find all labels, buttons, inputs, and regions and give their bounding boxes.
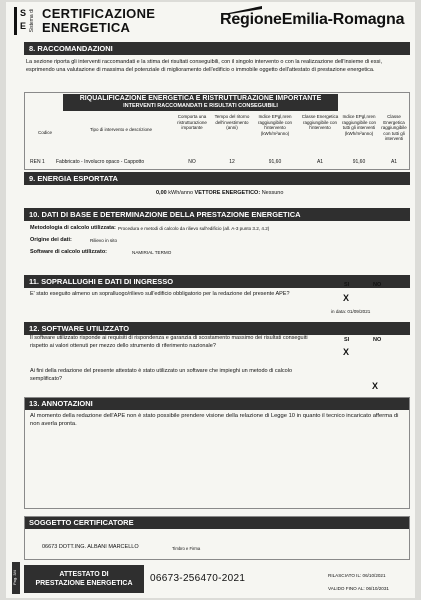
sopralluogo-question: E' stato eseguito almeno un sopralluogo/rilievo sull'edificio obbligatorio per la redazione del presente APE?: [30, 291, 290, 297]
page-number: Pag. 3/4: [12, 562, 20, 594]
sce-logo: [14, 7, 36, 35]
section-12-no-header: NO: [373, 337, 382, 343]
annotazioni-text: Al momento della redazione dell'APE non è stato possibile prendere visione della relazione di Legge 10 in quanto il tecnico incaricato afferma di non averla pronta.: [30, 413, 399, 427]
section-9-title: 9. ENERGIA ESPORTATA: [24, 172, 410, 185]
recommendations-table-header: [63, 94, 338, 111]
cell-ristrutturazione: NO: [188, 159, 196, 165]
energy-value: 0,00: [156, 190, 167, 196]
sopralluogo-date: [331, 308, 370, 316]
col-indice-ep: Indice EPgl,nren raggiungibile con l'intervento (kWh/m²anno): [257, 114, 293, 136]
col-ristrutturazione: Comporta una ristrutturazione importante: [177, 114, 207, 130]
title-line-2: ENERGETICA: [42, 20, 131, 35]
software-q1-si-mark: X: [343, 347, 350, 357]
title-line-1: CERTIFICAZIONE: [42, 6, 156, 21]
soggetto-title: SOGGETTO CERTIFICATORE: [24, 516, 410, 529]
footer-label-line-2: PRESTAZIONE ENERGETICA: [35, 580, 133, 587]
date-value: 01/09/2021: [347, 309, 371, 314]
annotazioni-box: [24, 397, 410, 509]
software-q1: Il software utilizzato risponde ai requisiti di rispondenza e garanzia di scostamento massimo dei risultati conseguiti rispetto ai valori ottenuti per mezzo dello strumento di riferimento nazionale?: [30, 335, 308, 349]
logo-letter-s: S: [20, 8, 27, 18]
ape-code: 06673-256470-2021: [150, 573, 246, 584]
col-tempo: Tempo del ritorno dell'investimento (anni): [214, 114, 250, 130]
cell-tipo: Fabbricato - Involucro opaco - Cappotto: [56, 159, 145, 165]
energy-unit: kWh/anno: [168, 190, 194, 196]
table-title: RIQUALIFICAZIONE ENERGETICA E RISTRUTTURAZIONE IMPORTANTE: [79, 95, 322, 102]
col-tipo: Tipo di intervento e descrizione: [89, 127, 153, 132]
vettore-value: Nessuno: [261, 190, 284, 196]
section-8-text: La sezione riporta gli interventi raccomandati e la stima dei risultati conseguibili, con il singolo intervento o con la realizzazione dell'insieme di essi, esprimendo una valutazione di massima del potenziale di miglioramento dell'edificio o immobile oggetto dell'attestato di prestazione energetica.: [26, 59, 382, 73]
page: [6, 2, 415, 598]
certification-title: [42, 7, 155, 35]
section-12-title: 12. SOFTWARE UTILIZZATO: [24, 322, 410, 335]
footer-label: [24, 565, 144, 593]
metodologia-label: Metodologia di calcolo utilizzata:: [30, 225, 116, 231]
col-codice: Codice: [37, 130, 52, 135]
cell-codice: REN 1: [30, 159, 45, 165]
origine-value: Rilievo in sito: [90, 238, 118, 243]
header: [6, 2, 415, 40]
software-label: Software di calcolo utilizzato:: [30, 249, 108, 255]
section-8-title: 8. RACCOMANDAZIONI: [24, 42, 410, 55]
software-q2-no-mark: X: [372, 381, 379, 391]
rilasciato-date: RILASCIATO IL: 06/10/2021: [328, 573, 386, 578]
soggetto-box: [24, 516, 410, 560]
section-11-title: 11. SOPRALLUGHI E DATI DI INGRESSO: [24, 275, 410, 288]
section-13-title: 13. ANNOTAZIONI: [24, 397, 410, 410]
cell-tempo: 12: [229, 159, 235, 165]
cell-classe: A1: [316, 159, 324, 165]
logo-subtext: Sistema di: [29, 9, 35, 33]
software-q2: Ai fini della redazione del presente attestato è stato utilizzato un software che impieghi un metodo di calcolo semplificato?: [30, 368, 293, 382]
cell-indice-tutti: 91,60: [352, 159, 366, 165]
col-indice-tutti: Indice EPgl,nren raggiungibile con tutti gli interventi (kWh/m²anno): [341, 114, 377, 136]
energia-esportata-line: [156, 190, 283, 198]
vettore-label: VETTORE ENERGETICO:: [194, 190, 261, 196]
origine-label: Origine dei dati:: [30, 237, 72, 243]
sopralluogo-si-mark: X: [343, 293, 350, 303]
col-classe: Classe Energetica raggiungibile con l'intervento: [301, 114, 339, 130]
cell-classe-tutti: A1: [390, 159, 398, 165]
section-10-title: 10. DATI DI BASE E DETERMINAZIONE DELLA PRESTAZIONE ENERGETICA: [24, 208, 410, 221]
software-value: NAMIRIAL TERMO: [132, 250, 172, 255]
section-11-no-header: NO: [373, 282, 382, 288]
table-subtitle: INTERVENTI RACCOMANDATI E RISULTATI CONSEGUIBILI: [123, 103, 278, 109]
timbro-firma-label: Timbro e Firma: [172, 546, 201, 551]
metodologia-value: Procedura e metodi di calcolo da rilievo sull'edificio (all. A-3 punto 3.2, 4.2): [118, 226, 270, 231]
logo-letter-e: E: [20, 21, 27, 31]
valido-date: VALIDO FINO AL: 06/10/2031: [328, 586, 389, 591]
section-12-si-header: SI: [344, 337, 350, 343]
date-label: in data:: [331, 309, 347, 314]
certificatore-name: 06673 DOTT.ING. ALBANI MARCELLO: [42, 544, 139, 550]
section-11-si-header: SI: [344, 282, 350, 288]
col-classe-tutti: Classe Energetica raggiungibile con tutti gli interventi: [381, 114, 407, 141]
region-name: RegioneEmilia-Romagna: [220, 11, 405, 28]
cell-indice-ep: 91,60: [268, 159, 282, 165]
footer-label-line-1: ATTESTATO DI: [59, 571, 109, 578]
